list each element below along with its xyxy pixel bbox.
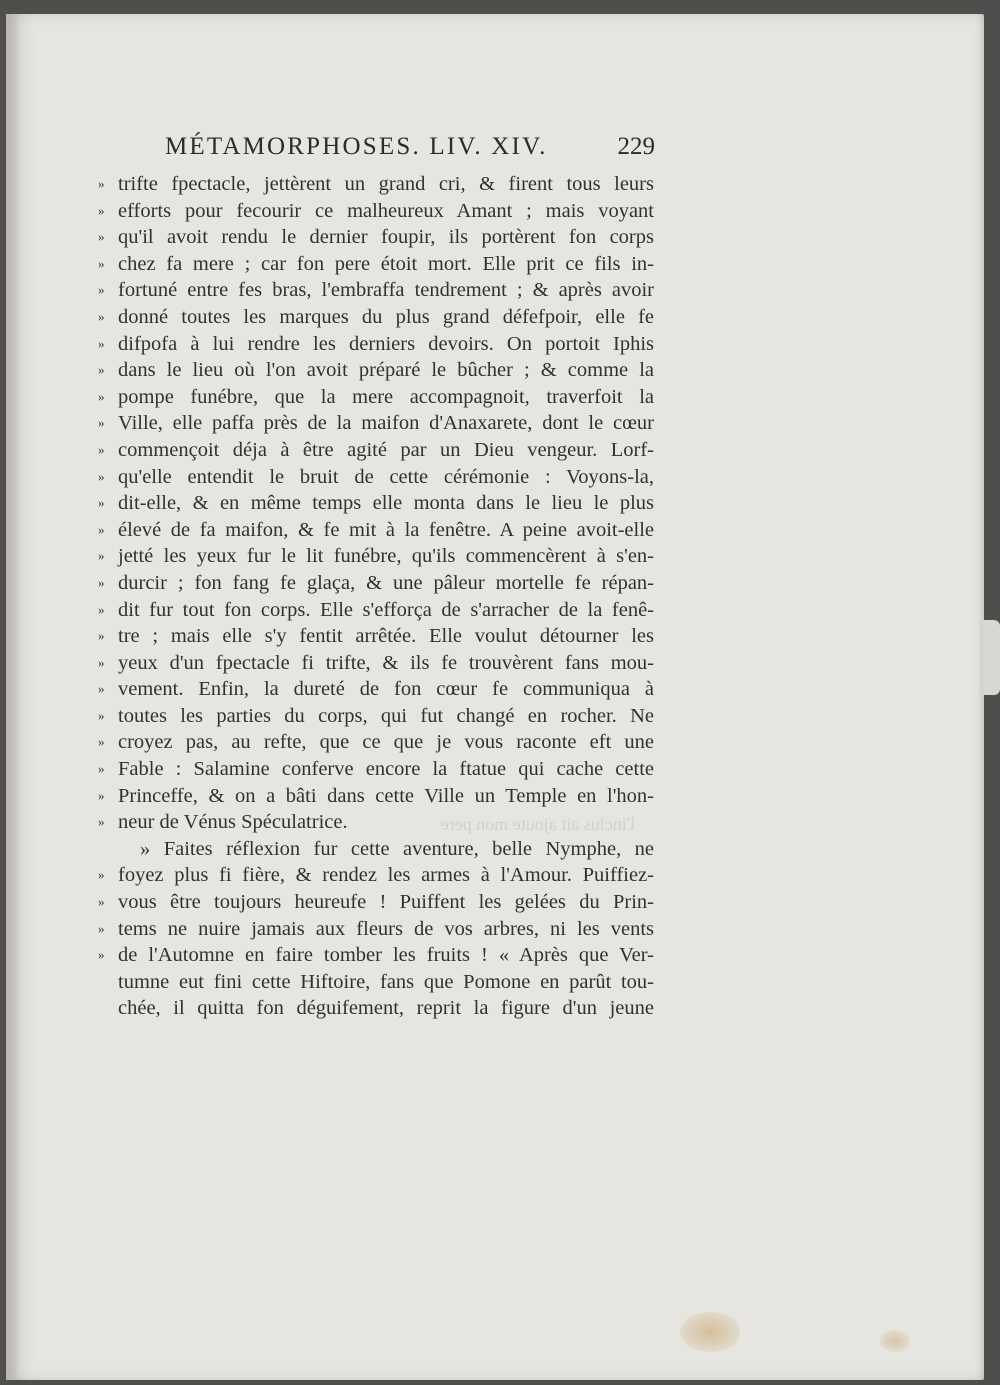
line-text: tems ne nuire jamais aux fleurs de vos arbres, ni les vents bbox=[118, 917, 654, 940]
text-line bbox=[98, 703, 654, 730]
text-line bbox=[98, 809, 654, 836]
text-line bbox=[98, 783, 654, 810]
text-line bbox=[98, 464, 654, 491]
text-line bbox=[98, 676, 654, 703]
text-line bbox=[98, 756, 654, 783]
text-line bbox=[98, 437, 654, 464]
text-line bbox=[98, 490, 654, 517]
quote-mark: » bbox=[98, 654, 105, 670]
quote-mark: » bbox=[98, 441, 105, 457]
text-line bbox=[98, 916, 654, 943]
quote-mark: » bbox=[98, 176, 105, 191]
text-line bbox=[98, 331, 654, 358]
line-text: chez fa mere ; car fon pere étoit mort. Elle prit ce fils in- bbox=[118, 252, 654, 275]
text-line bbox=[98, 942, 654, 969]
line-text: foyez plus fi fière, & rendez les armes à l'Amour. Puiffiez- bbox=[118, 864, 654, 887]
quote-mark: » bbox=[98, 947, 105, 963]
running-title: MÉTAMORPHOSES. LIV. XIV. bbox=[165, 133, 548, 160]
text-line bbox=[98, 251, 654, 278]
quote-mark: » bbox=[98, 920, 105, 936]
quote-mark: » bbox=[98, 335, 105, 351]
quote-mark: » bbox=[98, 495, 105, 511]
line-text: difpofa à lui rendre les derniers devoirs. On portoit Iphis bbox=[118, 332, 654, 355]
text-line bbox=[98, 304, 654, 331]
line-text: trifte fpectacle, jettèrent un grand cri, & firent tous leurs bbox=[118, 173, 654, 195]
line-text: tre ; mais elle s'y fentit arrêtée. Elle voulut détourner les bbox=[118, 625, 654, 648]
line-text: toutes les parties du corps, qui fut changé en rocher. Ne bbox=[118, 704, 654, 727]
line-text: vement. Enfin, la dureté de fon cœur fe communiqua à bbox=[118, 678, 654, 701]
quote-mark: » bbox=[98, 229, 105, 245]
line-text: dit-elle, & en même temps elle monta dans le lieu le plus bbox=[118, 492, 654, 515]
quote-mark: » bbox=[98, 761, 105, 777]
line-text: de l'Automne en faire tomber les fruits ! « Après que Ver- bbox=[118, 944, 654, 967]
text-line bbox=[98, 384, 654, 411]
page-edge bbox=[983, 620, 1000, 695]
running-header bbox=[165, 133, 655, 169]
quote-mark: » bbox=[98, 468, 105, 484]
quote-mark: » bbox=[98, 255, 105, 271]
quote-mark: » bbox=[98, 362, 105, 378]
line-text: vous être toujours heureufe ! Puiffent les gelées du Prin- bbox=[118, 891, 654, 914]
quote-mark: » bbox=[98, 308, 105, 324]
line-text: Princeffe, & on a bâti dans cette Ville un Temple en l'hon- bbox=[118, 784, 654, 807]
body-text bbox=[98, 171, 654, 1022]
text-line bbox=[98, 570, 654, 597]
text-line bbox=[98, 357, 654, 384]
text-line bbox=[98, 543, 654, 570]
text-line bbox=[98, 836, 654, 863]
quote-mark: » bbox=[98, 867, 105, 883]
line-text: élevé de fa maifon, & fe mit à la fenêtre. A peine avoit-elle bbox=[118, 518, 654, 541]
quote-mark: » bbox=[98, 388, 105, 404]
page-number: 229 bbox=[617, 133, 655, 160]
text-line bbox=[98, 729, 654, 756]
quote-mark: » bbox=[98, 787, 105, 803]
text-line bbox=[98, 862, 654, 889]
bleed-through-text: l'inclus ait ajoute mon pere bbox=[440, 814, 635, 834]
line-text: donné toutes les marques du plus grand défefpoir, elle fe bbox=[118, 305, 654, 328]
quote-mark: » bbox=[98, 574, 105, 590]
line-text: qu'il avoit rendu le dernier foupir, ils portèrent fon corps bbox=[118, 226, 654, 249]
quote-mark: » bbox=[98, 707, 105, 723]
line-text: chée, il quitta fon déguifement, reprit la figure d'un jeune bbox=[118, 997, 654, 1020]
quote-mark: » bbox=[98, 681, 105, 697]
line-text: » Faites réflexion fur cette aventure, belle Nymphe, ne bbox=[140, 837, 654, 860]
text-line bbox=[98, 171, 654, 198]
line-text: dit fur tout fon corps. Elle s'efforça de s'arracher de la fenê- bbox=[118, 598, 654, 621]
quote-mark: » bbox=[98, 734, 105, 750]
page-gutter-shadow bbox=[6, 14, 20, 1380]
text-line bbox=[98, 650, 654, 677]
text-line bbox=[98, 410, 654, 437]
text-line bbox=[98, 889, 654, 916]
line-text: yeux d'un fpectacle fi trifte, & ils fe trouvèrent fans mou- bbox=[118, 651, 654, 674]
text-line bbox=[98, 277, 654, 304]
text-line bbox=[98, 597, 654, 624]
quote-mark: » bbox=[98, 601, 105, 617]
line-text: tumne eut fini cette Hiftoire, fans que Pomone en parût tou- bbox=[118, 970, 654, 993]
line-text: commençoit déja à être agité par un Dieu vengeur. Lorf- bbox=[118, 438, 654, 461]
line-text: qu'elle entendit le bruit de cette cérémonie : Voyons-la, bbox=[118, 465, 654, 488]
line-text: durcir ; fon fang fe glaça, & une pâleur mortelle fe répan- bbox=[118, 571, 654, 594]
quote-mark: » bbox=[98, 628, 105, 644]
text-line bbox=[98, 969, 654, 996]
quote-mark: » bbox=[98, 548, 105, 564]
text-line bbox=[98, 623, 654, 650]
line-text: efforts pour fecourir ce malheureux Amant ; mais voyant bbox=[118, 199, 654, 222]
line-text: Ville, elle paffa près de la maifon d'Anaxarete, dont le cœur bbox=[118, 412, 654, 435]
line-text: Fable : Salamine conferve encore la ftatue qui cache cette bbox=[118, 758, 654, 781]
quote-mark: » bbox=[98, 521, 105, 537]
line-text: jetté les yeux fur le lit funébre, qu'ils commencèrent à s'en- bbox=[118, 545, 654, 568]
line-text: pompe funébre, que la mere accompagnoit, traverfoit la bbox=[118, 385, 654, 408]
quote-mark: » bbox=[98, 202, 105, 218]
quote-mark: » bbox=[98, 814, 105, 830]
line-text: dans le lieu où l'on avoit préparé le bûcher ; & comme la bbox=[118, 359, 654, 382]
line-text: neur de Vénus Spéculatrice. bbox=[118, 811, 348, 834]
quote-mark: » bbox=[98, 894, 105, 910]
quote-mark: » bbox=[98, 282, 105, 298]
line-text: croyez pas, au refte, que ce que je vous raconte eft une bbox=[118, 731, 654, 754]
text-line bbox=[98, 198, 654, 225]
line-text: fortuné entre fes bras, l'embraffa tendrement ; & après avoir bbox=[118, 279, 654, 302]
text-line bbox=[98, 224, 654, 251]
text-line bbox=[98, 995, 654, 1022]
quote-mark: » bbox=[98, 415, 105, 431]
text-line bbox=[98, 517, 654, 544]
